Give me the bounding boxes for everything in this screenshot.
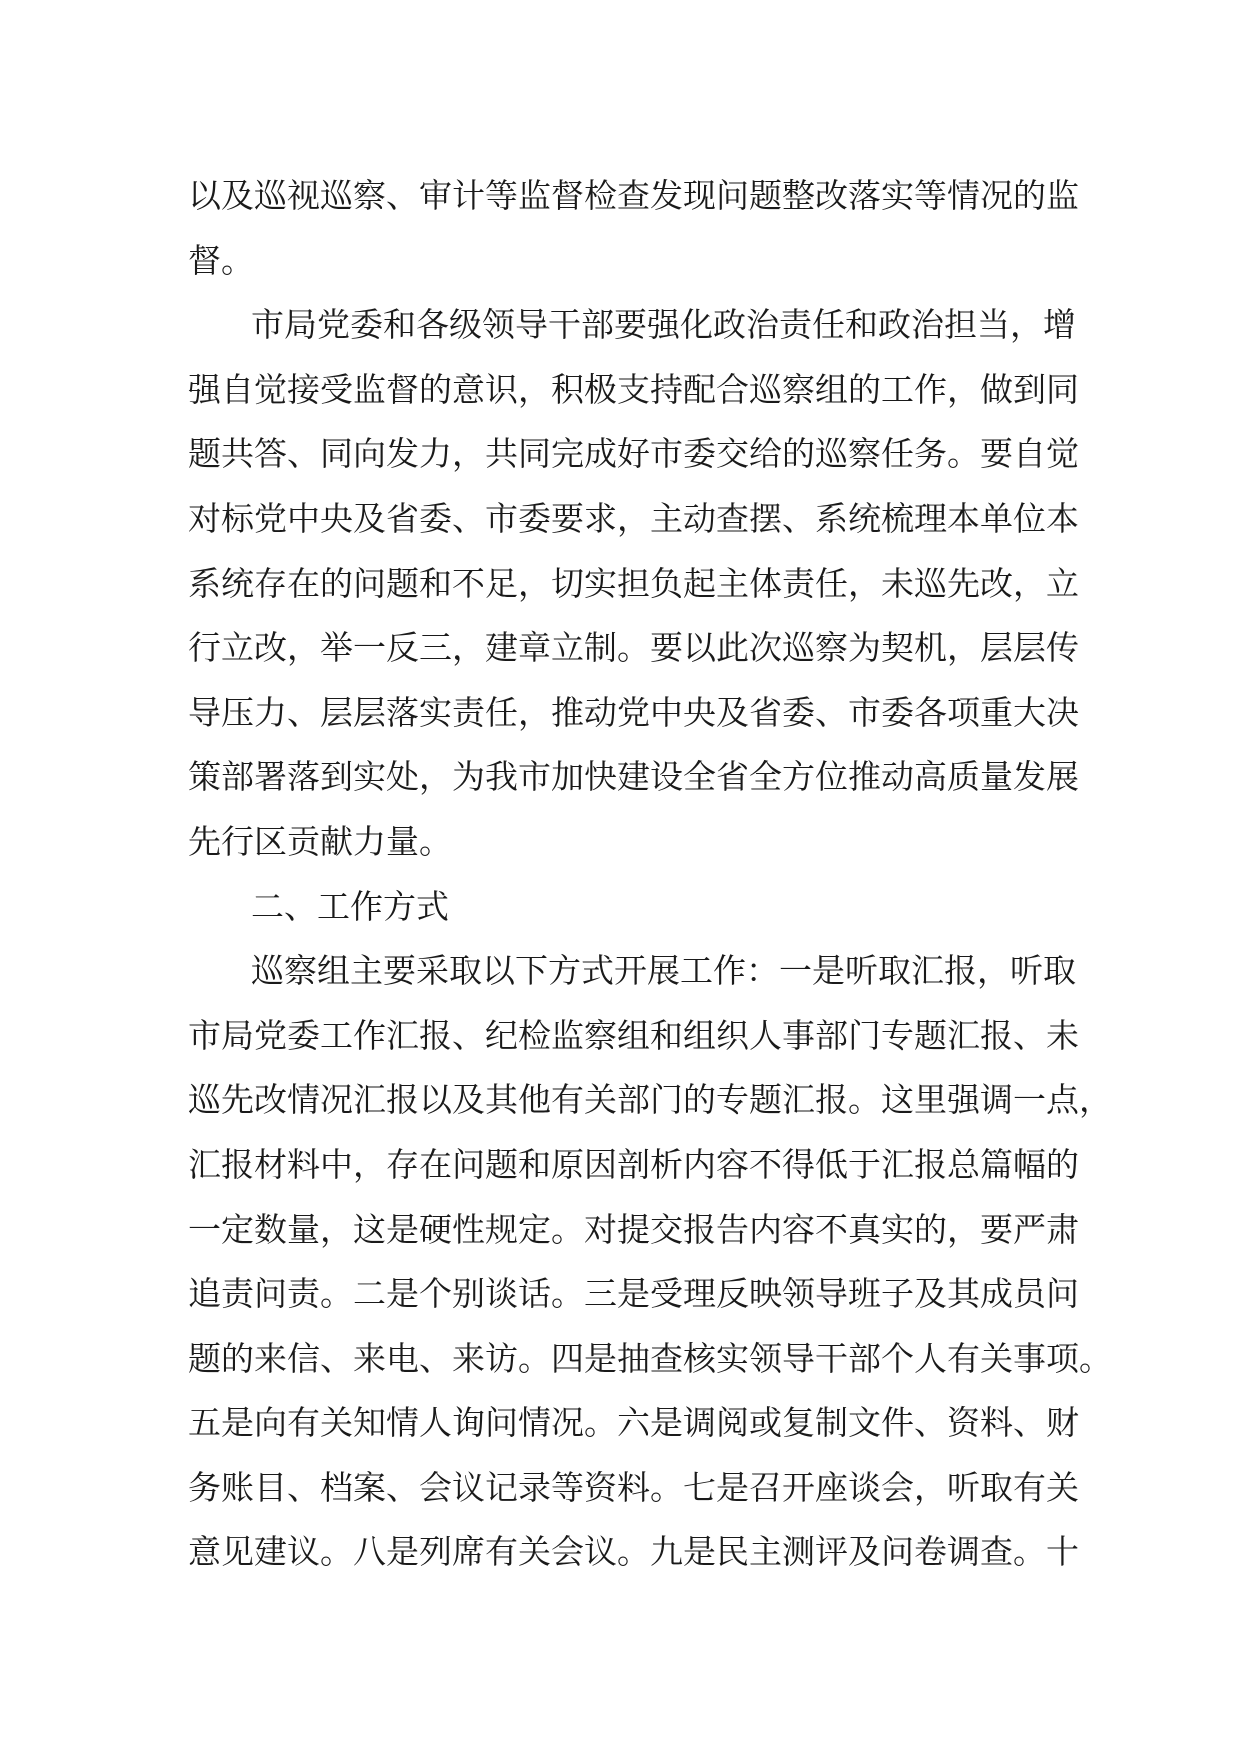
text-line: 二、工作方式 (251, 886, 449, 926)
text-line: 强自觉接受监督的意识，积极支持配合巡察组的工作，做到同 (188, 369, 1079, 409)
text-line: 巡先改情况汇报以及其他有关部门的专题汇报。这里强调一点， (188, 1080, 1112, 1120)
document-body (188, 164, 1112, 1585)
text-line: 督。 (188, 240, 254, 280)
text-line: 追责问责。二是个别谈话。三是受理反映领导班子及其成员问 (188, 1274, 1079, 1314)
text-line: 导压力、层层落实责任，推动党中央及省委、市委各项重大决 (188, 692, 1079, 732)
text-line: 以及巡视巡察、审计等监督检查发现问题整改落实等情况的监 (188, 176, 1079, 215)
text-line: 务账目、档案、会议记录等资料。七是召开座谈会，听取有关 (188, 1467, 1079, 1507)
text-line: 题共答、同向发力，共同完成好市委交给的巡察任务。要自觉 (188, 434, 1079, 474)
text-line: 市局党委工作汇报、纪检监察组和组织人事部门专题汇报、未 (188, 1015, 1079, 1055)
text-line: 行立改，举一反三，建章立制。要以此次巡察为契机，层层传 (188, 628, 1079, 668)
text-line: 巡察组主要采取以下方式开展工作：一是听取汇报，听取 (251, 951, 1076, 991)
text-line: 策部署落到实处，为我市加快建设全省全方位推动高质量发展 (188, 757, 1079, 797)
text-line: 先行区贡献力量。 (188, 821, 452, 861)
text-line: 一定数量，这是硬性规定。对提交报告内容不真实的，要严肃 (188, 1209, 1079, 1249)
text-line: 对标党中央及省委、市委要求，主动查摆、系统梳理本单位本 (188, 498, 1079, 538)
text-line: 汇报材料中，存在问题和原因剖析内容不得低于汇报总篇幅的 (188, 1144, 1079, 1184)
text-line: 系统存在的问题和不足，切实担负起主体责任，未巡先改，立 (188, 563, 1079, 603)
text-line: 题的来信、来电、来访。四是抽查核实领导干部个人有关事项。 (188, 1338, 1112, 1378)
text-line: 市局党委和各级领导干部要强化政治责任和政治担当，增 (251, 305, 1076, 345)
text-line: 五是向有关知情人询问情况。六是调阅或复制文件、资料、财 (188, 1403, 1079, 1443)
text-line: 意见建议。八是列席有关会议。九是民主测评及问卷调查。十 (188, 1532, 1079, 1572)
